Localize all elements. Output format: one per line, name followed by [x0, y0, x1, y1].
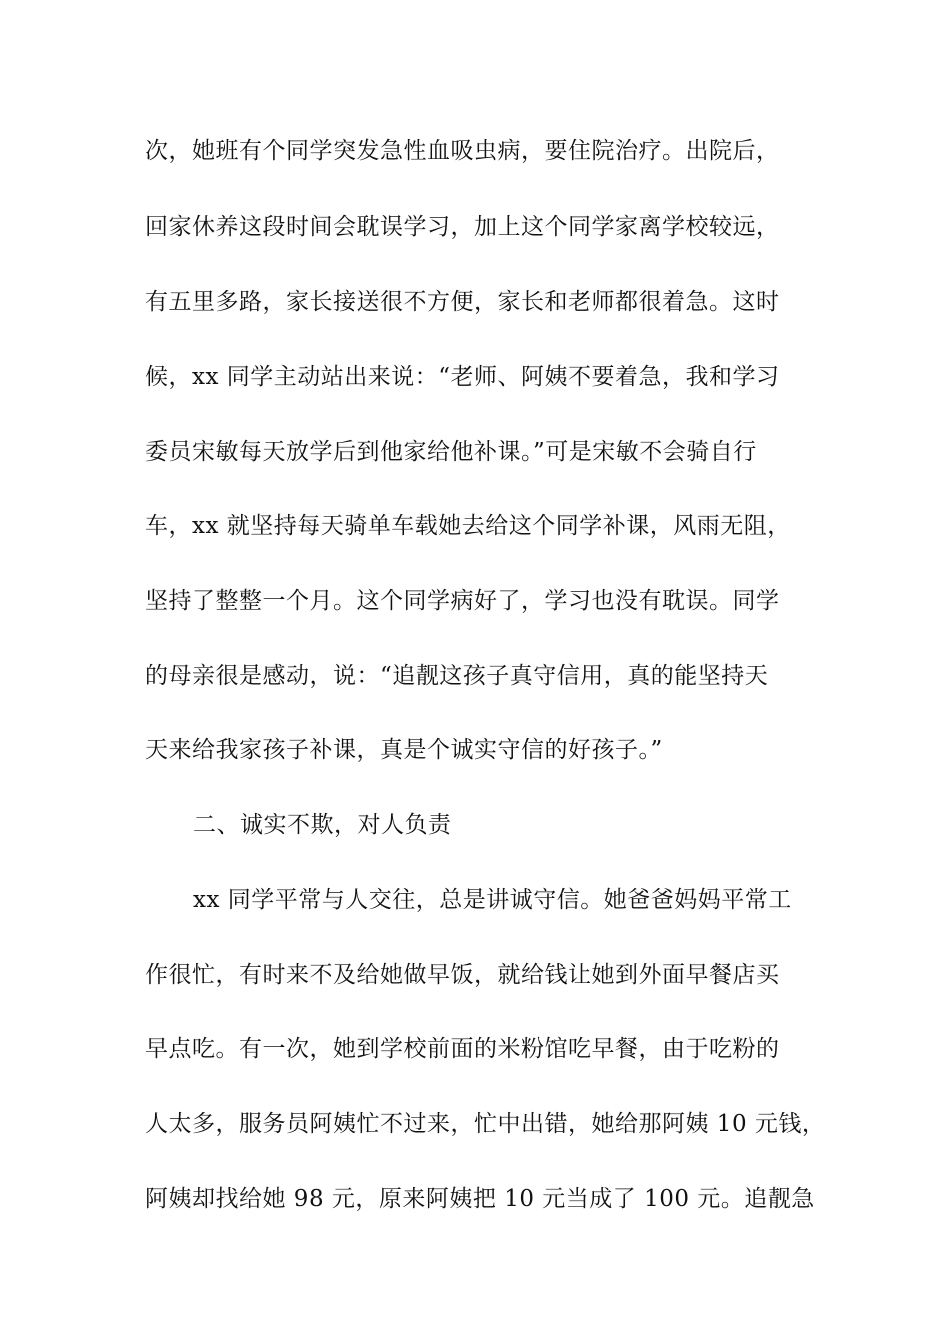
text-line: 次，她班有个同学突发急性血吸虫病，要住院治疗。出院后， — [145, 138, 780, 164]
text-line: 委员宋敏每天放学后到他家给他补课。”可是宋敏不会骑自行 — [145, 439, 757, 465]
text-line: xx 同学平常与人交往，总是讲诚守信。她爸爸妈妈平常工 — [193, 887, 792, 913]
text-line: 早点吃。有一次，她到学校前面的米粉馆吃早餐，由于吃粉的 — [145, 1036, 780, 1062]
section-heading: 二、诚实不欺，对人负责 — [193, 812, 452, 838]
text-line: 作很忙，有时来不及给她做早饭，就给钱让她到外面早餐店买 — [145, 962, 780, 988]
text-line: 候，xx 同学主动站出来说：“老师、阿姨不要着急，我和学习 — [145, 364, 780, 390]
text-line: 坚持了整整一个月。这个同学病好了，学习也没有耽误。同学 — [145, 588, 780, 614]
text-line: 有五里多路，家长接送很不方便，家长和老师都很着急。这时 — [145, 289, 780, 315]
text-line: 的母亲很是感动，说：“追靓这孩子真守信用，真的能坚持天 — [145, 663, 769, 689]
text-line: 回家休养这段时间会耽误学习，加上这个同学家离学校较远， — [145, 214, 780, 240]
text-line: 人太多，服务员阿姨忙不过来，忙中出错，她给那阿姨 10 元钱， — [145, 1111, 826, 1137]
text-line: 天来给我家孩子补课，真是个诚实守信的好孩子。” — [145, 737, 663, 763]
text-line: 阿姨却找给她 98 元，原来阿姨把 10 元当成了 100 元。追靓急 — [145, 1186, 815, 1212]
text-line: 车，xx 就坚持每天骑单车载她去给这个同学补课，风雨无阻， — [145, 513, 791, 539]
